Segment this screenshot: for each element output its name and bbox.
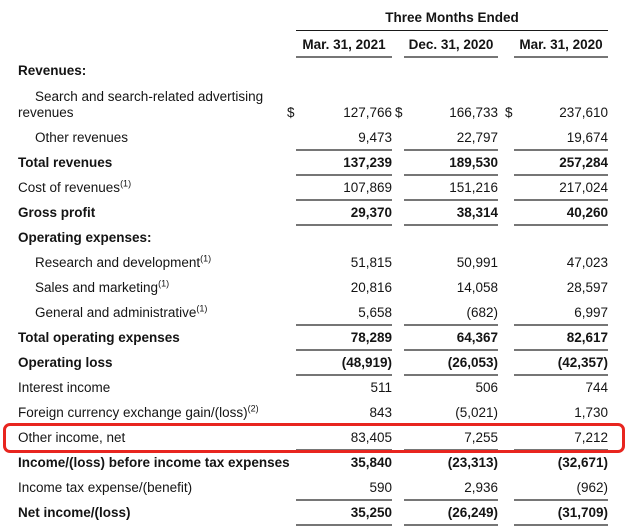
value-cell [514,380,608,401]
value-cell [514,155,608,176]
value-cell [404,430,498,451]
row-label-text: Total revenues [18,155,113,170]
row-label-text: Other income, net [18,430,126,445]
period-header: Three Months Ended [296,8,608,31]
value-amount: 166,733 [449,105,498,120]
table-row [18,476,608,501]
table-row [18,151,608,176]
row-label [18,330,296,351]
value-amount: 19,674 [566,130,608,145]
value-amount: 47,023 [566,255,608,270]
value-cell [404,255,498,276]
row-label-text: Operating loss [18,355,113,370]
value-cell [514,255,608,276]
value-cell [514,130,608,151]
row-label [18,455,296,476]
value-amount: 51,815 [350,255,392,270]
value-amount: 35,250 [350,505,392,520]
value-amount: (48,919) [341,355,392,370]
value-amount: 9,473 [358,130,392,145]
value-amount: 78,289 [350,330,392,345]
table-row [18,126,608,151]
table-row [18,59,608,84]
value-cell [404,305,498,326]
dollar-sign: $ [505,105,513,120]
row-label [18,355,296,376]
column-header-mar-31-2021: Mar. 31, 2021 [296,34,392,58]
table-row [18,326,608,351]
value-cell [296,205,392,226]
row-label [18,130,296,151]
value-cell [404,455,498,476]
value-cell [514,280,608,301]
value-amount: 35,840 [350,455,392,470]
dollar-sign: $ [287,105,295,120]
value-amount: 14,058 [456,280,498,295]
table-row [18,226,608,251]
row-label-text: Revenues: [18,63,87,78]
row-label-text: Research and development [35,255,201,270]
column-header-dec-31-2020: Dec. 31, 2020 [404,34,498,58]
value-cell [296,405,392,426]
row-label [18,89,296,126]
row-label [18,205,296,226]
value-amount: 64,367 [456,330,498,345]
value-amount: 744 [585,380,608,395]
value-amount: (32,671) [557,455,608,470]
value-cell [514,330,608,351]
value-cell [287,105,392,126]
footnote-ref: (1) [200,253,212,264]
row-label-text: Income/(loss) before income tax expenses [18,455,290,470]
value-amount: (962) [576,480,608,495]
value-cell [404,280,498,301]
value-amount: 590 [369,480,392,495]
value-cell [296,255,392,276]
table-body [18,59,608,526]
value-cell [404,155,498,176]
value-cell [514,305,608,326]
value-amount: 50,991 [456,255,498,270]
row-label-text: Sales and marketing [35,280,159,295]
value-amount: 7,212 [574,430,608,445]
value-amount: 511 [370,380,392,395]
table-row [18,301,608,326]
row-label [18,63,296,84]
value-amount: (5,021) [455,405,498,420]
row-label-text: Operating expenses: [18,230,152,245]
dollar-sign: $ [395,105,403,120]
value-amount: 20,816 [350,280,392,295]
value-cell [404,180,498,201]
value-amount: (23,313) [447,455,498,470]
footnote-ref: (2) [247,403,259,414]
value-amount: 40,260 [566,205,608,220]
value-cell [395,105,498,126]
value-amount: (682) [466,305,498,320]
header-columns [296,8,608,58]
value-amount: 237,610 [559,105,608,120]
value-cell [514,430,608,451]
value-cell [296,430,392,451]
value-cell [296,180,392,201]
table-row [18,201,608,226]
value-amount: 6,997 [574,305,608,320]
table-row [18,251,608,276]
value-cell [404,480,498,501]
row-label [18,280,296,301]
value-cell [296,455,392,476]
table-row [18,401,608,426]
value-cell [404,380,498,401]
value-amount: 29,370 [350,205,392,220]
table-row [18,376,608,401]
row-label-text: Other revenues [35,130,129,145]
row-label-text: Income tax expense/(benefit) [18,480,193,495]
value-cell [514,405,608,426]
value-amount: 506 [475,380,498,395]
value-cell [296,155,392,176]
row-label-text: Gross profit [18,205,96,220]
table-header [18,8,608,58]
value-amount: (42,357) [557,355,608,370]
value-amount: 82,617 [566,330,608,345]
value-cell [296,130,392,151]
value-amount: 151,216 [449,180,498,195]
row-label-text: Cost of revenues [18,180,121,195]
column-header-mar-31-2020: Mar. 31, 2020 [514,34,608,58]
value-cell [514,180,608,201]
table-row [18,351,608,376]
row-label-text: Net income/(loss) [18,505,131,520]
value-cell [404,205,498,226]
row-label [18,230,296,251]
value-amount: 22,797 [456,130,498,145]
value-cell [505,105,608,126]
value-cell [404,355,498,376]
date-column-headers [296,34,608,58]
table-row [18,426,608,451]
footnote-ref: (1) [196,303,208,314]
value-cell [296,305,392,326]
table-row [18,451,608,476]
value-cell [404,330,498,351]
row-label-text: Interest income [18,380,111,395]
value-cell [404,405,498,426]
row-label [18,505,296,526]
value-cell [514,505,608,526]
table-row [18,276,608,301]
row-label [18,405,296,426]
table-row [18,84,608,126]
footnote-ref: (1) [158,278,170,289]
value-amount: 127,766 [343,105,392,120]
footnote-ref: (1) [120,178,132,189]
row-label [18,155,296,176]
value-amount: (26,053) [447,355,498,370]
value-amount: 189,530 [449,155,498,170]
header-spacer [18,8,296,58]
row-label-text: Search and search-related advertising revenues [18,89,264,120]
value-cell [514,355,608,376]
value-cell [296,380,392,401]
value-amount: 1,730 [574,405,608,420]
value-amount: 28,597 [566,280,608,295]
value-cell [296,280,392,301]
value-cell [296,480,392,501]
row-label [18,380,296,401]
value-amount: 257,284 [559,155,608,170]
value-cell [296,330,392,351]
table-row [18,501,608,526]
value-amount: 7,255 [464,430,498,445]
row-label-text: General and administrative [35,305,197,320]
table-row [18,176,608,201]
value-cell [404,505,498,526]
row-label [18,430,296,451]
value-amount: 217,024 [559,180,608,195]
value-amount: 2,936 [464,480,498,495]
value-amount: (31,709) [557,505,608,520]
row-label-text: Total operating expenses [18,330,180,345]
value-amount: 5,658 [358,305,392,320]
value-cell [514,455,608,476]
value-cell [514,480,608,501]
value-cell [514,205,608,226]
value-cell [404,130,498,151]
row-label [18,180,296,201]
row-label [18,480,296,501]
value-amount: 83,405 [350,430,392,445]
value-amount: 107,869 [343,180,392,195]
row-label [18,255,296,276]
value-amount: 843 [369,405,392,420]
value-cell [296,505,392,526]
row-label-text: Foreign currency exchange gain/(loss) [18,405,248,420]
value-amount: 137,239 [343,155,392,170]
value-cell [296,355,392,376]
row-label [18,305,296,326]
value-amount: (26,249) [447,505,498,520]
value-amount: 38,314 [456,205,498,220]
